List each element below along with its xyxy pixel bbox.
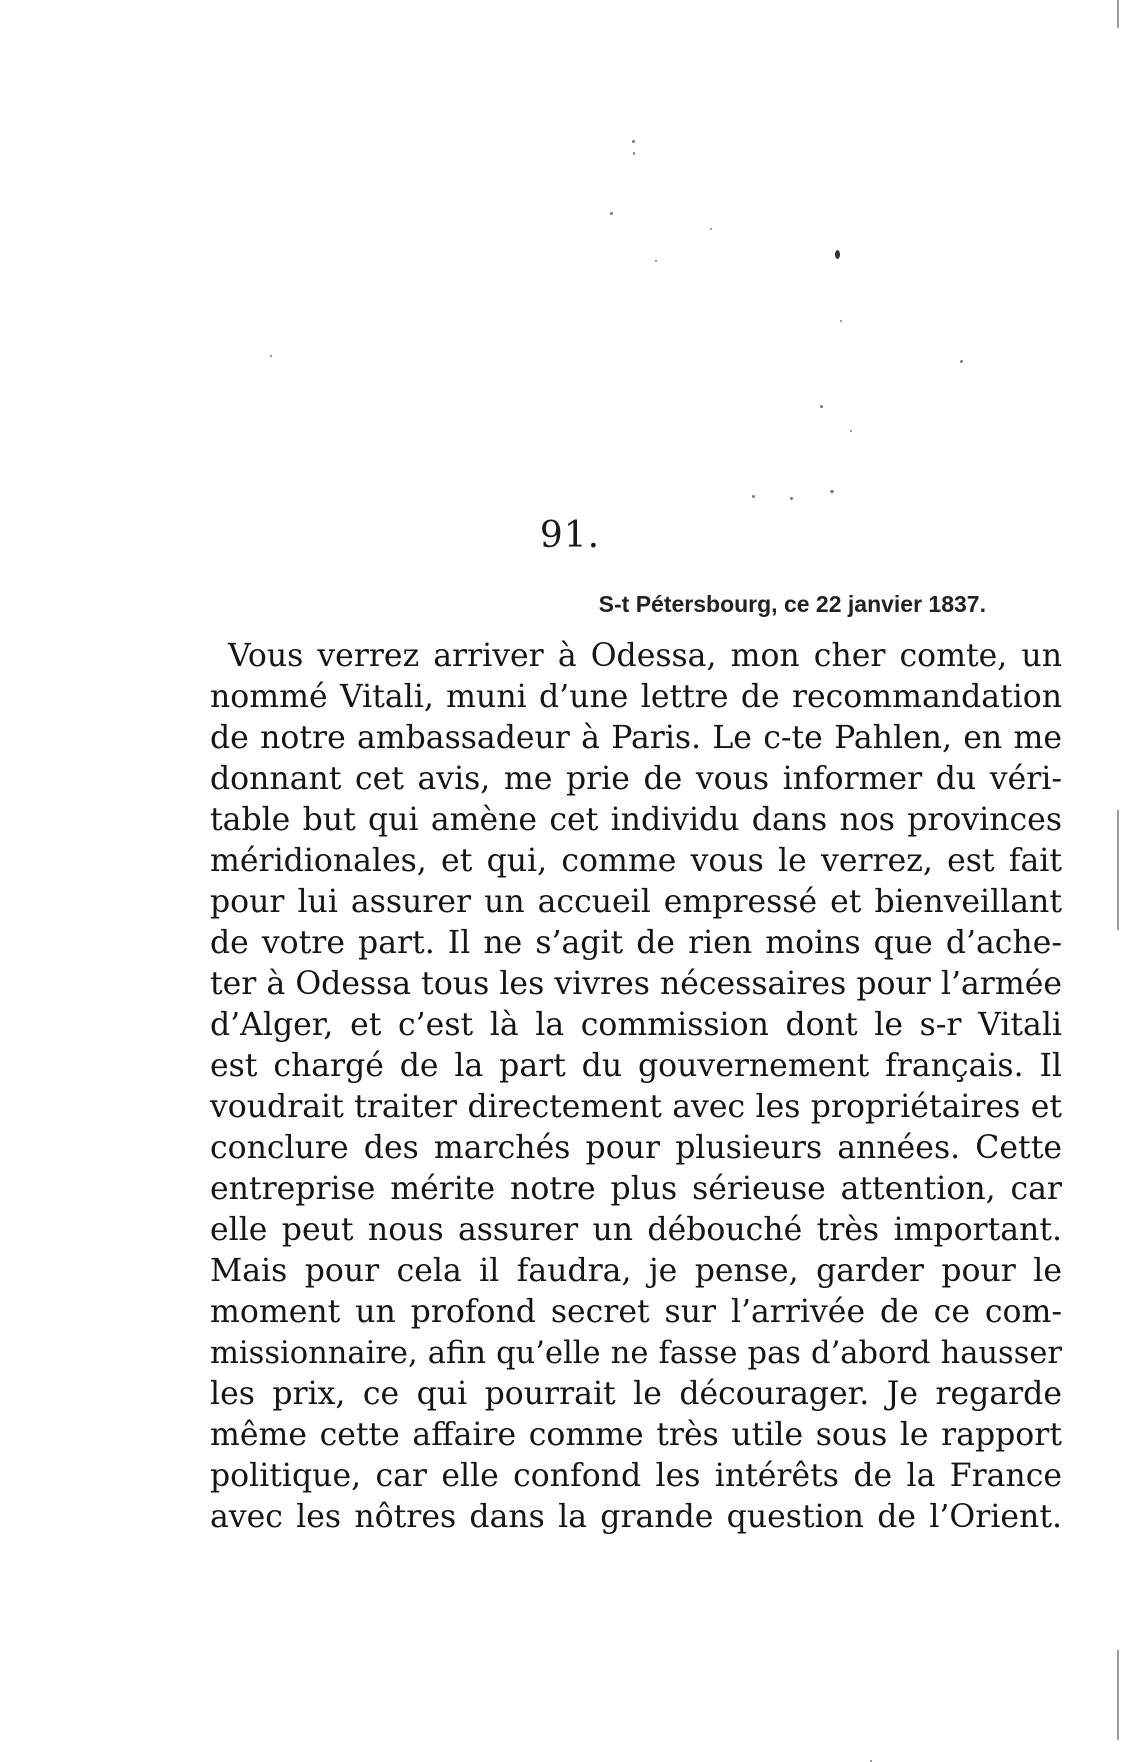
scan-speck: [610, 212, 613, 215]
scan-speck: [835, 250, 840, 259]
text-line: entreprise mérite notre plus sérieuse attention, car: [210, 1171, 1062, 1207]
scan-speck: [633, 152, 635, 155]
text-line: est chargé de la part du gouvernement français. Il: [210, 1048, 1062, 1084]
text-line: missionnaire, afin qu’elle ne fasse pas d’abord hausser: [210, 1336, 1062, 1371]
text-line: politique, car elle confond les intérêts de la France: [210, 1458, 1062, 1494]
text-line: d’Alger, et c’est là la commission dont le s-r Vitali: [210, 1007, 1062, 1043]
text-line: table but qui amène cet individu dans nos provinces: [210, 802, 1062, 838]
scan-edge-line: [1117, 1650, 1119, 1740]
text-line: de votre part. Il ne s’agit de rien moins que d’ache-: [210, 925, 1062, 961]
text-line: moment un profond secret sur l’arrivée de ce com-: [210, 1294, 1062, 1330]
text-line: elle peut nous assurer un débouché très important.: [210, 1212, 1062, 1248]
scan-speck: [655, 260, 657, 262]
text-line: ter à Odessa tous les vivres nécessaires pour l’armée: [210, 966, 1062, 1002]
scan-speck: [270, 355, 272, 357]
text-line: les prix, ce qui pourrait le décourager. Je regarde: [210, 1376, 1062, 1412]
scan-speck: [790, 497, 793, 500]
scan-speck: [960, 360, 963, 363]
scan-speck: [830, 490, 834, 493]
letter-number: 91.: [539, 515, 601, 556]
text-line: pour lui assurer un accueil empressé et bienveillant: [210, 884, 1062, 920]
scan-speck: [850, 430, 852, 432]
text-line: donnant cet avis, me prie de vous informer du véri-: [210, 761, 1062, 797]
text-line: méridionales, et qui, comme vous le verrez, est fait: [210, 843, 1062, 879]
text-line: nommé Vitali, muni d’une lettre de recommandation: [210, 679, 1062, 715]
letter-body: [210, 636, 1062, 1538]
dateline: S-t Pétersbourg, ce 22 janvier 1837.: [598, 591, 986, 617]
scan-speck: [840, 320, 842, 322]
text-line: conclure des marchés pour plusieurs années. Cette: [210, 1130, 1062, 1166]
scan-speck: [710, 228, 712, 230]
scan-speck: [752, 495, 755, 498]
text-line: voudrait traiter directement avec les propriétaires et: [210, 1089, 1062, 1125]
scan-edge-line: [1117, 810, 1119, 930]
scan-speck: [820, 405, 823, 408]
text-line: avec les nôtres dans la grande question de l’Orient.: [210, 1499, 1062, 1535]
text-line: Mais pour cela il faudra, je pense, garder pour le: [210, 1253, 1062, 1289]
text-line: Vous verrez arriver à Odessa, mon cher comte, un: [228, 638, 1062, 674]
text-line: de notre ambassadeur à Paris. Le c-te Pahlen, en me: [210, 720, 1062, 756]
scan-edge-line: [1117, 0, 1119, 28]
scan-speck: [632, 140, 635, 143]
text-line: même cette affaire comme très utile sous le rapport: [210, 1417, 1062, 1453]
